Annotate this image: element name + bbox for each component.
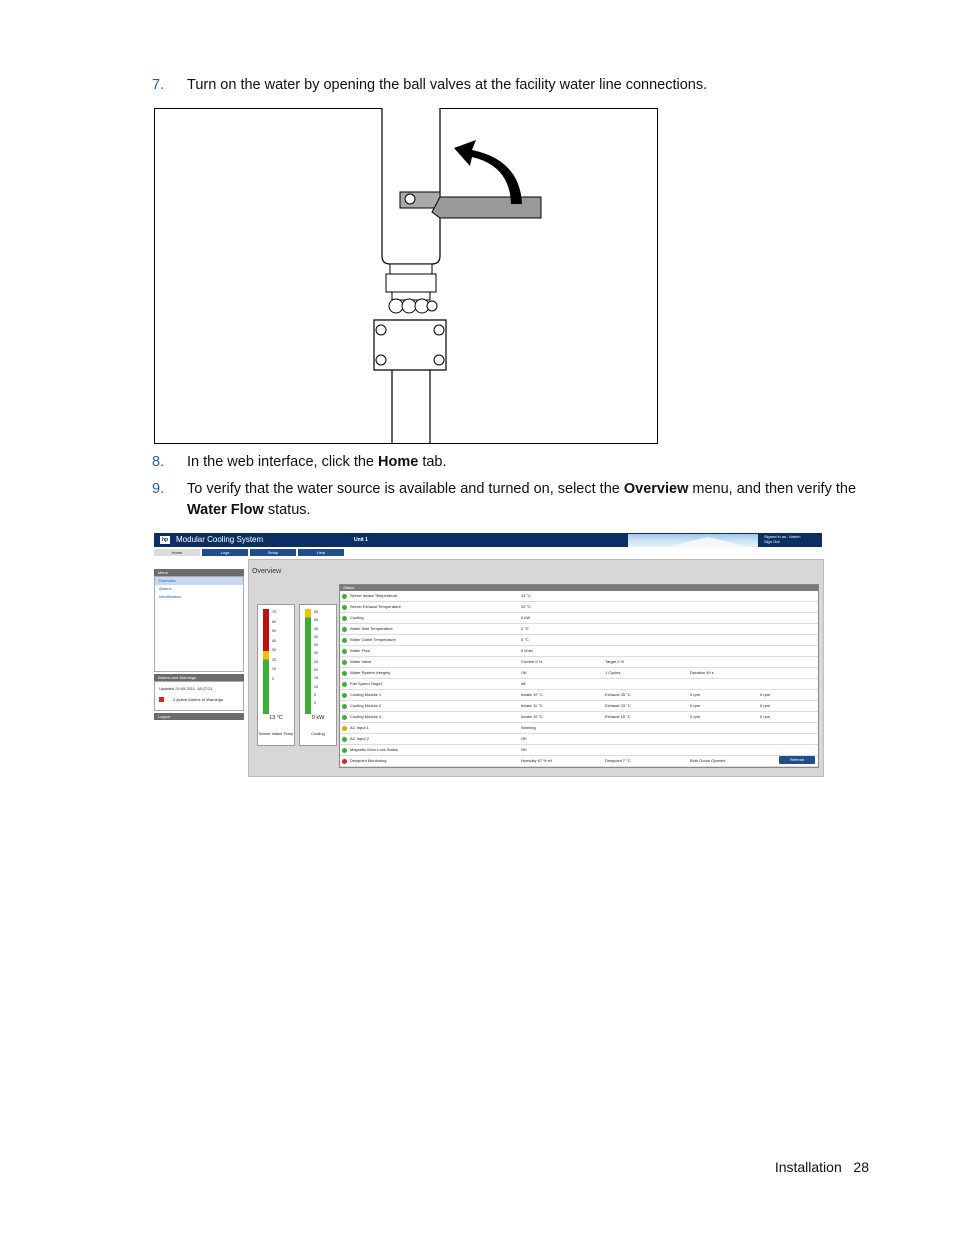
gauge-tick-label: 20 xyxy=(314,668,318,673)
gauge-tick-label: 50 xyxy=(314,618,318,623)
status-value: Exhaust 25 °C xyxy=(605,692,631,697)
valve-handle-lever xyxy=(432,197,541,218)
status-value: 0 rpm xyxy=(690,714,701,719)
step-number: 7. xyxy=(152,77,165,93)
gauge-tick-label: 5 xyxy=(314,692,316,697)
status-value: 0 °C xyxy=(521,637,529,642)
ok-status-icon xyxy=(342,649,347,654)
table-row xyxy=(340,591,818,602)
status-value: 0 rpm xyxy=(760,714,771,719)
step-number: 8. xyxy=(152,454,165,470)
status-value: Exhaust 19 °C xyxy=(605,714,631,719)
ok-status-icon xyxy=(342,638,347,643)
menu-list xyxy=(154,576,244,672)
gauge-cooling xyxy=(299,604,337,746)
alarm-icon xyxy=(342,759,347,764)
ok-status-icon xyxy=(342,671,347,676)
status-name: Cooling Module 1 xyxy=(350,692,382,697)
page-footer xyxy=(775,1159,869,1175)
status-value: 22 °C xyxy=(521,604,532,609)
hp-logo: hp xyxy=(161,537,169,543)
alarms-box xyxy=(154,681,244,711)
alarm-icon xyxy=(159,697,164,702)
status-value: off xyxy=(521,681,526,686)
status-table xyxy=(339,584,819,768)
gauge-ticks xyxy=(272,608,276,684)
step-text: Turn on the water by opening the ball valves at the facility water line connections. xyxy=(187,77,708,93)
logout-button[interactable]: Logout xyxy=(154,713,244,720)
table-row xyxy=(340,679,818,690)
status-value: OK xyxy=(521,747,527,752)
status-name: Magnetic Door Lock Status xyxy=(350,747,399,752)
status-name: Water Outlet Temperature xyxy=(350,637,396,642)
gauge-tick-label: 35 xyxy=(314,643,318,648)
gauge-value: 13 °C xyxy=(269,715,283,721)
ball-valve-illustration xyxy=(154,108,658,444)
gauge-tick-label: 15 xyxy=(314,676,318,681)
table-row xyxy=(340,668,818,679)
gauge-tick-label: 0 xyxy=(314,701,316,706)
table-row xyxy=(340,734,818,745)
status-name: Water Flow xyxy=(350,648,371,653)
ok-status-icon xyxy=(342,715,347,720)
status-value: Current 0 % xyxy=(521,659,543,664)
table-row xyxy=(340,657,818,668)
table-row xyxy=(340,745,818,756)
gauge-tick-label: 70 xyxy=(272,610,276,614)
gauge-tick-label: 30 xyxy=(272,648,276,652)
gauge-bar xyxy=(305,609,311,714)
gauge-tick-label: 40 xyxy=(272,638,276,643)
status-value: Dewpoint 7 °C xyxy=(605,758,631,763)
table-row xyxy=(340,602,818,613)
warning-icon xyxy=(342,726,347,731)
overview-panel xyxy=(248,559,824,777)
gauge-ticks xyxy=(314,608,318,708)
gauge-tick-label: 30 xyxy=(314,651,318,656)
status-name: Fan Speed Target xyxy=(350,681,382,686)
active-alarms-link[interactable]: 2 Active Alarms or Warnings xyxy=(173,697,223,702)
refresh-button[interactable]: Refresh xyxy=(779,756,815,764)
step-text: In the web interface, click the Home tab. xyxy=(187,454,447,470)
tab-home[interactable]: Home xyxy=(154,549,200,556)
gauge-value: 0 kW xyxy=(311,715,325,721)
gauge-tick-label: 45 xyxy=(314,626,318,631)
tab-logs[interactable]: Logs xyxy=(202,549,248,556)
nav-tabs xyxy=(154,547,822,557)
ok-status-icon xyxy=(342,748,347,753)
fitting-collar xyxy=(390,264,432,274)
ok-status-icon xyxy=(342,682,347,687)
sidebar-item-identification[interactable]: Identification xyxy=(159,594,182,599)
status-value: 0 rpm xyxy=(690,703,701,708)
gauge-server-intake xyxy=(257,604,295,746)
table-row xyxy=(340,624,818,635)
status-name: Server Intake Temperature xyxy=(350,593,398,598)
status-name: Cooling Module 3 xyxy=(350,714,382,719)
table-row xyxy=(340,723,818,734)
status-value: 0 rpm xyxy=(690,692,701,697)
status-value: Exhaust 23 °C xyxy=(605,703,631,708)
status-value: 13 °C xyxy=(521,593,532,598)
status-value: Humidity 67 % rH xyxy=(521,758,553,763)
status-name: AC Input 2 xyxy=(350,736,369,741)
tab-help[interactable]: Help xyxy=(298,549,344,556)
ok-status-icon xyxy=(342,605,347,610)
page-number: 28 xyxy=(853,1159,869,1175)
status-name: Server Exhaust Temperature xyxy=(350,604,401,609)
table-row xyxy=(340,613,818,624)
menu-header: Menu xyxy=(154,569,244,576)
signed-in-info: Signed in as : Admin Sign Out xyxy=(764,534,801,544)
table-row xyxy=(340,712,818,723)
app-title: Modular Cooling System xyxy=(176,535,264,544)
ok-status-icon xyxy=(342,594,347,599)
status-value: Intake 11 °C xyxy=(521,703,543,708)
status-name: Water System Integrity xyxy=(350,670,391,675)
ok-status-icon xyxy=(342,737,347,742)
gauge-tick-label: 25 xyxy=(314,659,318,664)
alarms-header: Alarms and Warnings xyxy=(154,674,244,681)
table-row xyxy=(340,756,818,767)
ok-status-icon xyxy=(342,660,347,665)
sidebar-item-alarms[interactable]: Alarms xyxy=(159,586,172,591)
status-value: 0 l/min xyxy=(521,648,533,653)
status-value: Intake 19 °C xyxy=(521,714,544,719)
step-text: To verify that the water source is available and turned on, select the Overview menu, and then verify the Water Flow status. xyxy=(187,481,857,518)
upper-pipe xyxy=(382,108,440,264)
status-value: 1 Cycles xyxy=(605,670,621,675)
gauge-tick-label: 10 xyxy=(272,667,276,671)
app-header xyxy=(154,533,822,547)
gauge-caption: Server Intake Temp xyxy=(258,731,294,736)
sidebar xyxy=(154,569,244,720)
status-value: Duration 49 s xyxy=(690,670,714,675)
status-name: Cooling Module 2 xyxy=(350,703,382,708)
gauge-bar xyxy=(263,609,269,714)
sidebar-item-overview[interactable]: Overview xyxy=(155,577,243,585)
status-header: Status xyxy=(340,585,818,591)
gauge-tick-label: 55 xyxy=(314,610,318,614)
status-value: Both Doors Opened xyxy=(690,758,726,763)
table-row xyxy=(340,646,818,657)
status-value: 0 °C xyxy=(521,626,529,631)
status-value: 0 kW xyxy=(521,615,531,620)
sign-out-link[interactable]: Sign Out xyxy=(764,539,780,544)
gauge-tick-label: 60 xyxy=(272,619,276,624)
footer-section: Installation xyxy=(774,1159,842,1175)
header-photo xyxy=(628,534,758,547)
table-row xyxy=(340,701,818,712)
gauge-tick-label: 40 xyxy=(314,634,318,639)
gauge-caption: Cooling xyxy=(311,731,325,736)
table-row xyxy=(340,635,818,646)
ok-status-icon xyxy=(342,693,347,698)
ok-status-icon xyxy=(342,627,347,632)
status-name: Water Valve xyxy=(350,659,372,664)
status-value: OK xyxy=(521,736,527,741)
status-value: OK xyxy=(521,670,527,675)
status-value: Warning xyxy=(521,725,536,730)
status-name: AC Input 1 xyxy=(350,725,369,730)
gauge-tick-label: 50 xyxy=(272,629,276,633)
status-name: Dewpoint Monitoring xyxy=(350,758,387,763)
gauge-tick-label: 20 xyxy=(272,657,276,662)
step-number: 9. xyxy=(152,481,165,497)
alarms-updated: Updated 24.09.2011, 18:27:21 xyxy=(159,686,213,691)
ok-status-icon xyxy=(342,704,347,709)
gauge-tick-label: 10 xyxy=(314,684,318,689)
page-title: Overview xyxy=(252,568,282,575)
unit-label: Unit 1 xyxy=(354,537,368,543)
web-interface-screenshot xyxy=(154,533,822,775)
status-value: Intake 19 °C xyxy=(521,692,544,697)
status-value: 0 rpm xyxy=(760,692,771,697)
tab-setup[interactable]: Setup xyxy=(250,549,296,556)
status-value: Target 0 % xyxy=(605,659,625,664)
status-name: Cooling xyxy=(350,615,364,620)
table-row xyxy=(340,690,818,701)
gauge-tick-label: 0 xyxy=(272,676,274,681)
ok-status-icon xyxy=(342,616,347,621)
status-value: 0 rpm xyxy=(760,703,771,708)
status-name: Water Inlet Temperature xyxy=(350,626,393,631)
